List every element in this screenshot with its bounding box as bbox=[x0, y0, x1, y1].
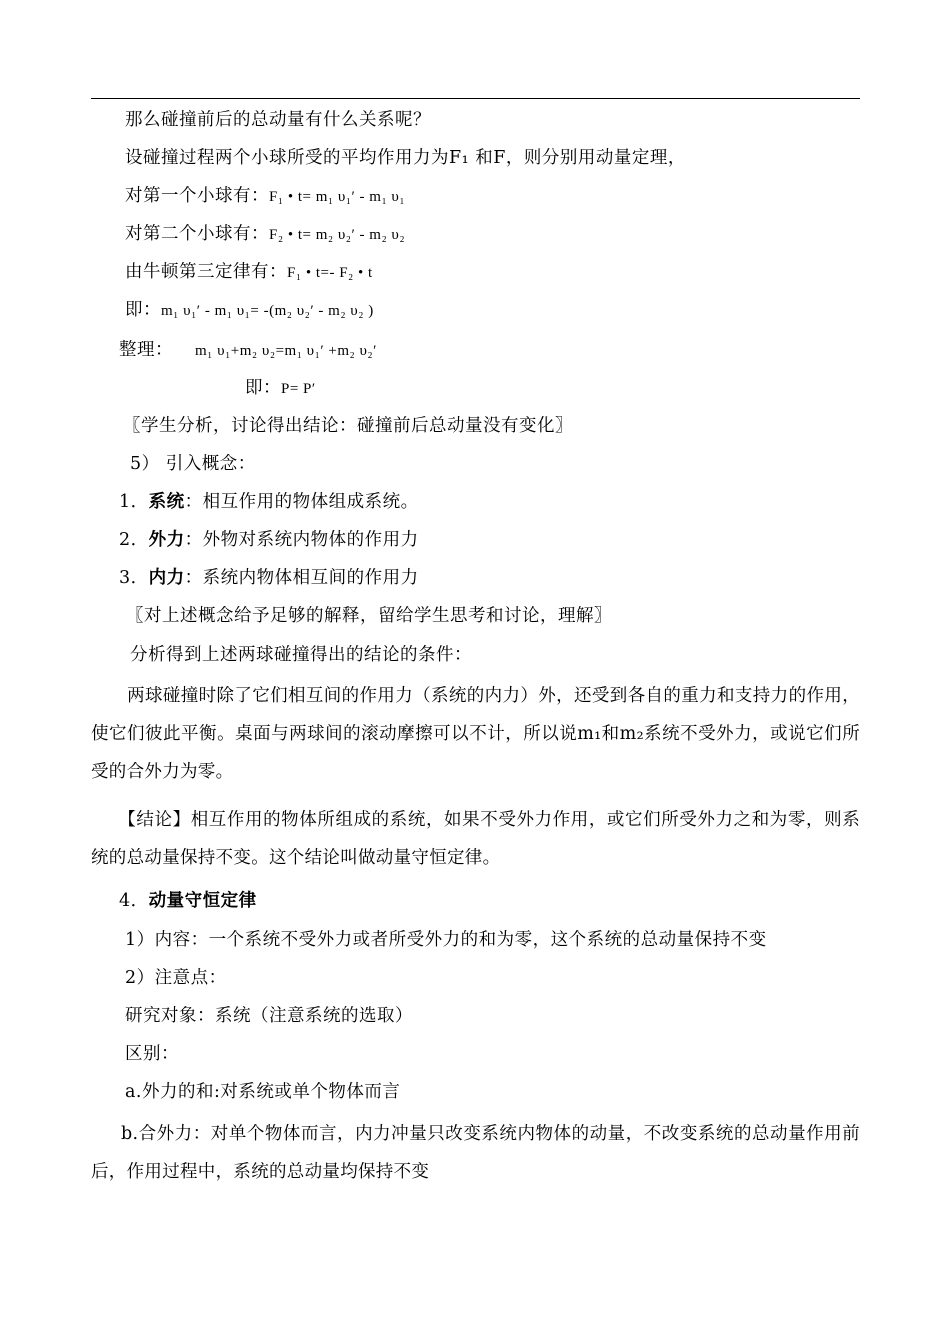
newton-label: 由牛顿第三定律有： bbox=[125, 262, 287, 282]
ball1-line bbox=[125, 184, 405, 209]
zhengli-label: 整理： bbox=[119, 340, 173, 360]
item-b-paragraph bbox=[91, 1115, 860, 1191]
ball2-line bbox=[125, 222, 405, 247]
concept-term: 内力 bbox=[148, 568, 185, 588]
collision-paragraph bbox=[91, 677, 860, 791]
concept-term: 系统 bbox=[148, 492, 185, 512]
zhengli-line bbox=[119, 338, 377, 363]
notes-heading: 2）注意点： bbox=[125, 968, 227, 988]
momentum-equation: P= P′ bbox=[281, 381, 316, 397]
student-analysis-note: 〖学生分析，讨论得出结论：碰撞前后总动量没有变化〗 bbox=[123, 416, 573, 436]
ji-line bbox=[125, 298, 374, 323]
ball2-label: 对第二个小球有： bbox=[125, 224, 269, 244]
momentum-line bbox=[245, 376, 316, 401]
law-title: 动量守恒定律 bbox=[148, 891, 257, 911]
ball1-label: 对第一个小球有： bbox=[125, 186, 269, 206]
concept-definition: ：相互作用的物体组成系统。 bbox=[184, 492, 419, 512]
collision-paragraph-text: 两球碰撞时除了它们相互间的作用力（系统的内力）外，还受到各自的重力和支持力的作用，使它们彼此平衡。桌面与两球间的滚动摩擦可以不计，所以说m₁和m₂系统不受外力，或说它们所受的合外力为零。 bbox=[91, 686, 860, 782]
intro-heading: 5） 引入概念： bbox=[130, 454, 256, 474]
item-a: a.外力的和:对系统或单个物体而言 bbox=[125, 1082, 401, 1102]
concept-external-force bbox=[119, 528, 419, 552]
concept-internal-force bbox=[119, 566, 419, 590]
item-b-text: b.合外力：对单个物体而言，内力冲量只改变系统内物体的动量，不改变系统的总动量作用前后，作用过程中，系统的总动量均保持不变 bbox=[91, 1124, 860, 1182]
newton-equation: F₁ • t=- F₂ • t bbox=[287, 265, 373, 281]
concept-system bbox=[119, 490, 419, 514]
research-object: 研究对象：系统（注意系统的选取） bbox=[125, 1006, 413, 1026]
ji-label: 即： bbox=[125, 300, 161, 320]
zhengli-equation: m₁ υ₁+m₂ υ₂=m₁ υ₁′ +m₂ υ₂′ bbox=[195, 343, 377, 359]
newton-line bbox=[125, 260, 373, 285]
momentum-label: 即： bbox=[245, 378, 281, 398]
ji-equation: m₁ υ₁′ - m₁ υ₁= -(m₂ υ₂′ - m₂ υ₂ ) bbox=[161, 303, 374, 319]
conclusion-paragraph-text: 【结论】相互作用的物体所组成的系统，如果不受外力作用，或它们所受外力之和为零，则系统的总动量保持不变。这个结论叫做动量守恒定律。 bbox=[91, 810, 860, 868]
law-content: 1）内容：一个系统不受外力或者所受外力的和为零，这个系统的总动量保持不变 bbox=[125, 930, 767, 950]
ball2-equation: F₂ • t= m₂ υ₂′ - m₂ υ₂ bbox=[269, 227, 406, 243]
difference-heading: 区别： bbox=[125, 1044, 179, 1064]
explain-note: 〖对上述概念给予足够的解释，留给学生思考和讨论，理解〗 bbox=[126, 606, 612, 626]
force-setup-line: 设碰撞过程两个小球所受的平均作用力为F₁ 和F，则分别用动量定理， bbox=[125, 148, 686, 168]
concept-definition: ：系统内物体相互间的作用力 bbox=[184, 568, 419, 588]
analysis-line: 分析得到上述两球碰撞得出的结论的条件： bbox=[130, 645, 472, 665]
concept-definition: ：外物对系统内物体的作用力 bbox=[184, 530, 419, 550]
law-heading bbox=[119, 889, 257, 913]
concept-term: 外力 bbox=[148, 530, 185, 550]
conclusion-paragraph bbox=[91, 801, 860, 877]
concept-number: 3． bbox=[119, 568, 149, 588]
question-line: 那么碰撞前后的总动量有什么关系呢？ bbox=[125, 110, 431, 130]
header-rule bbox=[91, 98, 860, 99]
concept-number: 2． bbox=[119, 530, 149, 550]
ball1-equation: F₁ • t= m₁ υ₁′ - m₁ υ₁ bbox=[269, 189, 406, 205]
law-number: 4． bbox=[119, 891, 149, 911]
concept-number: 1． bbox=[119, 492, 149, 512]
